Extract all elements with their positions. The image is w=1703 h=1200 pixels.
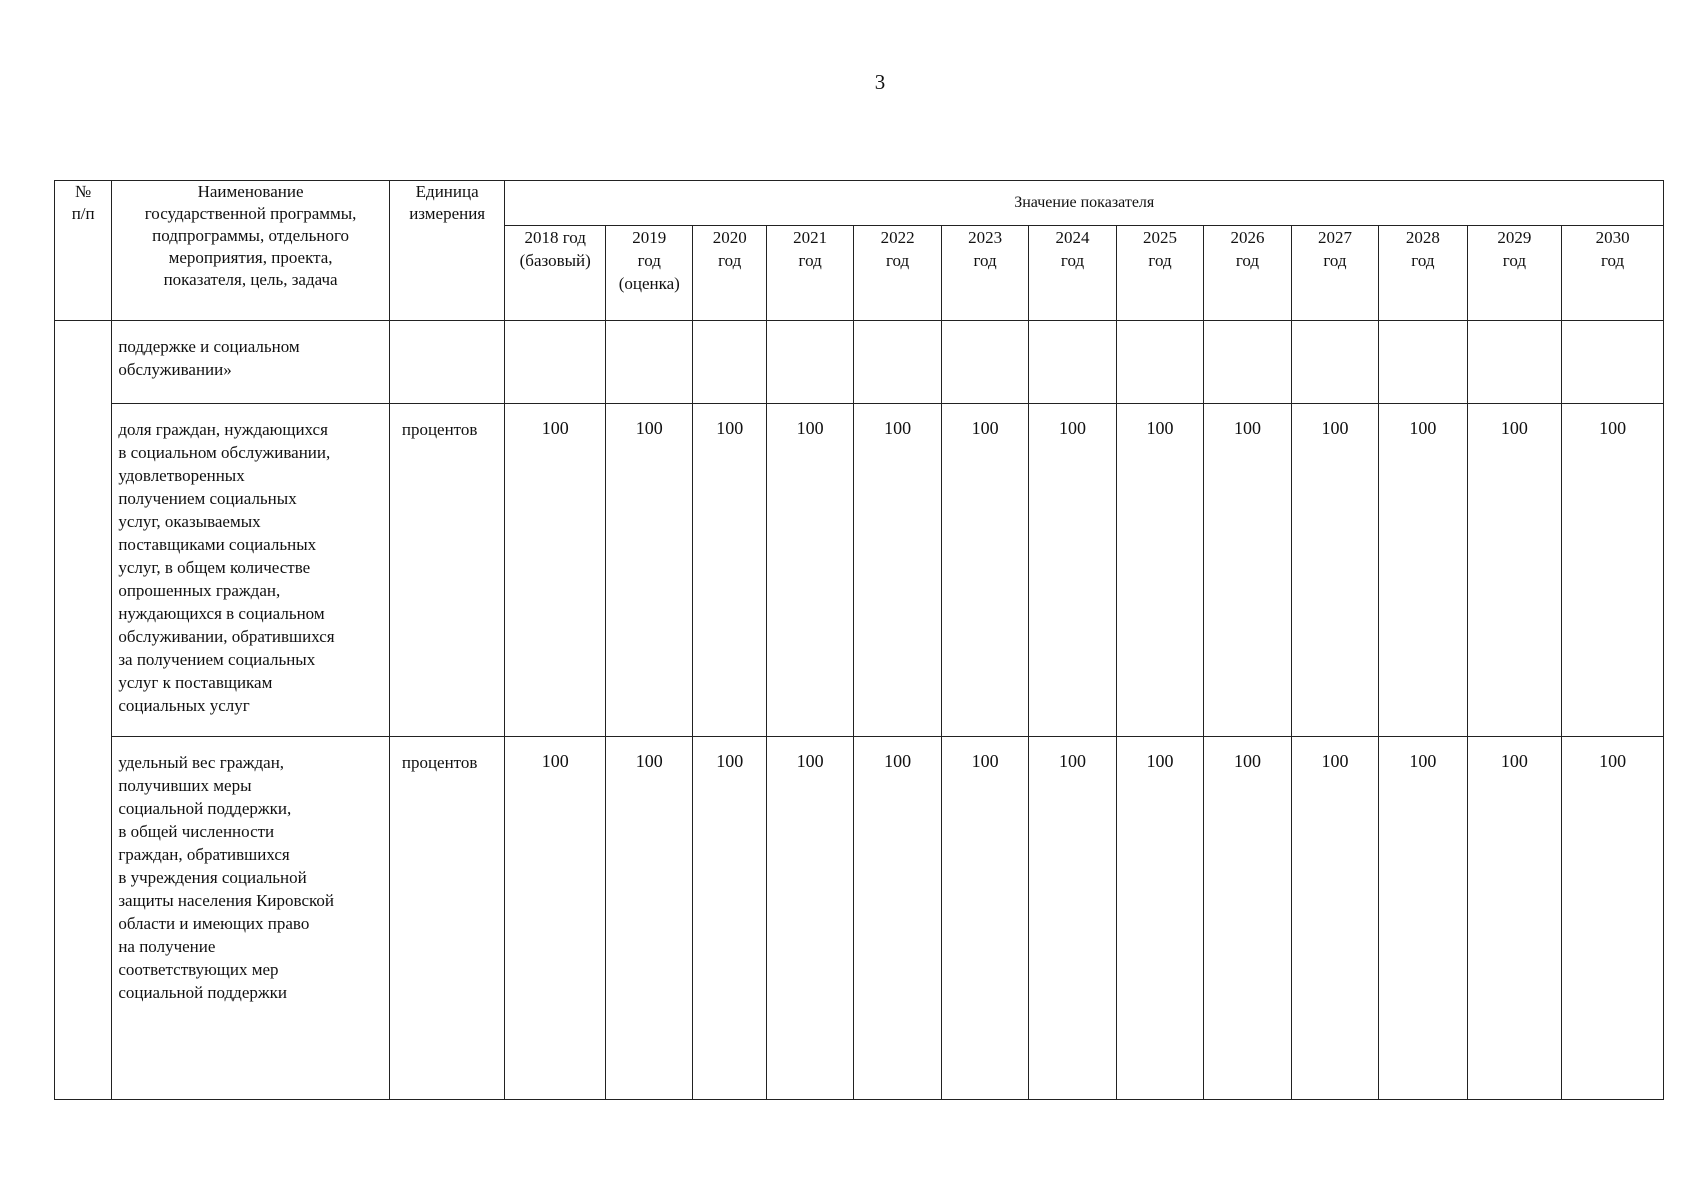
table-row [55, 737, 1664, 1100]
header-name: Наименование государственной программы, подпрограммы, отдельного мероприятия, проекта, показателя, цель, задача [112, 181, 390, 321]
page-number: 3 [874, 70, 886, 94]
value-cell: 100 [1291, 737, 1378, 1100]
value-cell: 100 [1467, 737, 1562, 1100]
header-num: № п/п [55, 181, 112, 321]
header-year: 2024 год [1029, 226, 1116, 321]
value-cell: 100 [1562, 404, 1664, 737]
value-cell: 100 [606, 737, 693, 1100]
header-year: 2027 год [1291, 226, 1378, 321]
value-cell: 100 [693, 404, 766, 737]
value-cell: 100 [1204, 737, 1291, 1100]
header-year: 2021 год [766, 226, 853, 321]
value-cell [1029, 321, 1116, 404]
value-cell: 100 [1379, 404, 1467, 737]
value-cell: 100 [766, 404, 853, 737]
header-year: 2030 год [1562, 226, 1664, 321]
value-cell [1467, 321, 1562, 404]
row-num-cell [55, 321, 112, 1100]
value-cell: 100 [1029, 737, 1116, 1100]
value-cell [505, 321, 606, 404]
indicator-name: поддержке и социальном обслуживании» [112, 321, 390, 404]
table-row [55, 321, 1664, 404]
header-unit: Единица измерения [389, 181, 505, 321]
header-year: 2019 год (оценка) [606, 226, 693, 321]
value-cell [766, 321, 853, 404]
value-cell [1562, 321, 1664, 404]
value-cell [693, 321, 766, 404]
value-cell: 100 [1379, 737, 1467, 1100]
value-cell: 100 [941, 404, 1028, 737]
value-cell: 100 [1116, 737, 1203, 1100]
value-cell: 100 [693, 737, 766, 1100]
value-cell: 100 [941, 737, 1028, 1100]
header-year: 2025 год [1116, 226, 1203, 321]
header-year: 2020 год [693, 226, 766, 321]
value-cell: 100 [854, 737, 941, 1100]
header-row [55, 181, 1664, 226]
header-year: 2028 год [1379, 226, 1467, 321]
value-cell [1204, 321, 1291, 404]
value-cell: 100 [1562, 737, 1664, 1100]
indicator-name: удельный вес граждан, получивших меры социальной поддержки, в общей численности граждан, обратившихся в учреждения социальной защиты населения Кировской области и имеющих право на получение соответствующих мер социальной поддержки [112, 737, 390, 1100]
value-cell [1116, 321, 1203, 404]
header-year: 2029 год [1467, 226, 1562, 321]
value-cell: 100 [505, 404, 606, 737]
value-cell: 100 [505, 737, 606, 1100]
value-cell [941, 321, 1028, 404]
value-cell: 100 [1029, 404, 1116, 737]
indicator-name: доля граждан, нуждающихся в социальном обслуживании, удовлетворенных получением социальных услуг, оказываемых поставщиками социальных услуг, в общем количестве опрошенных граждан, нуждающихся в социальном обслуживании, обратившихся за получением социальных услуг к поставщикам социальных услуг [112, 404, 390, 737]
value-cell [1379, 321, 1467, 404]
header-year: 2018 год (базовый) [505, 226, 606, 321]
header-year: 2022 год [854, 226, 941, 321]
table-row [55, 404, 1664, 737]
value-cell: 100 [1467, 404, 1562, 737]
unit-cell [389, 321, 505, 404]
value-cell: 100 [766, 737, 853, 1100]
value-cell: 100 [854, 404, 941, 737]
value-cell [1291, 321, 1378, 404]
value-cell: 100 [1204, 404, 1291, 737]
unit-cell: процентов [389, 737, 505, 1100]
value-cell [854, 321, 941, 404]
header-year: 2026 год [1204, 226, 1291, 321]
value-cell: 100 [606, 404, 693, 737]
header-group: Значение показателя [505, 181, 1664, 226]
indicators-table [54, 180, 1664, 1100]
header-year: 2023 год [941, 226, 1028, 321]
unit-cell: процентов [389, 404, 505, 737]
value-cell [606, 321, 693, 404]
value-cell: 100 [1291, 404, 1378, 737]
value-cell: 100 [1116, 404, 1203, 737]
